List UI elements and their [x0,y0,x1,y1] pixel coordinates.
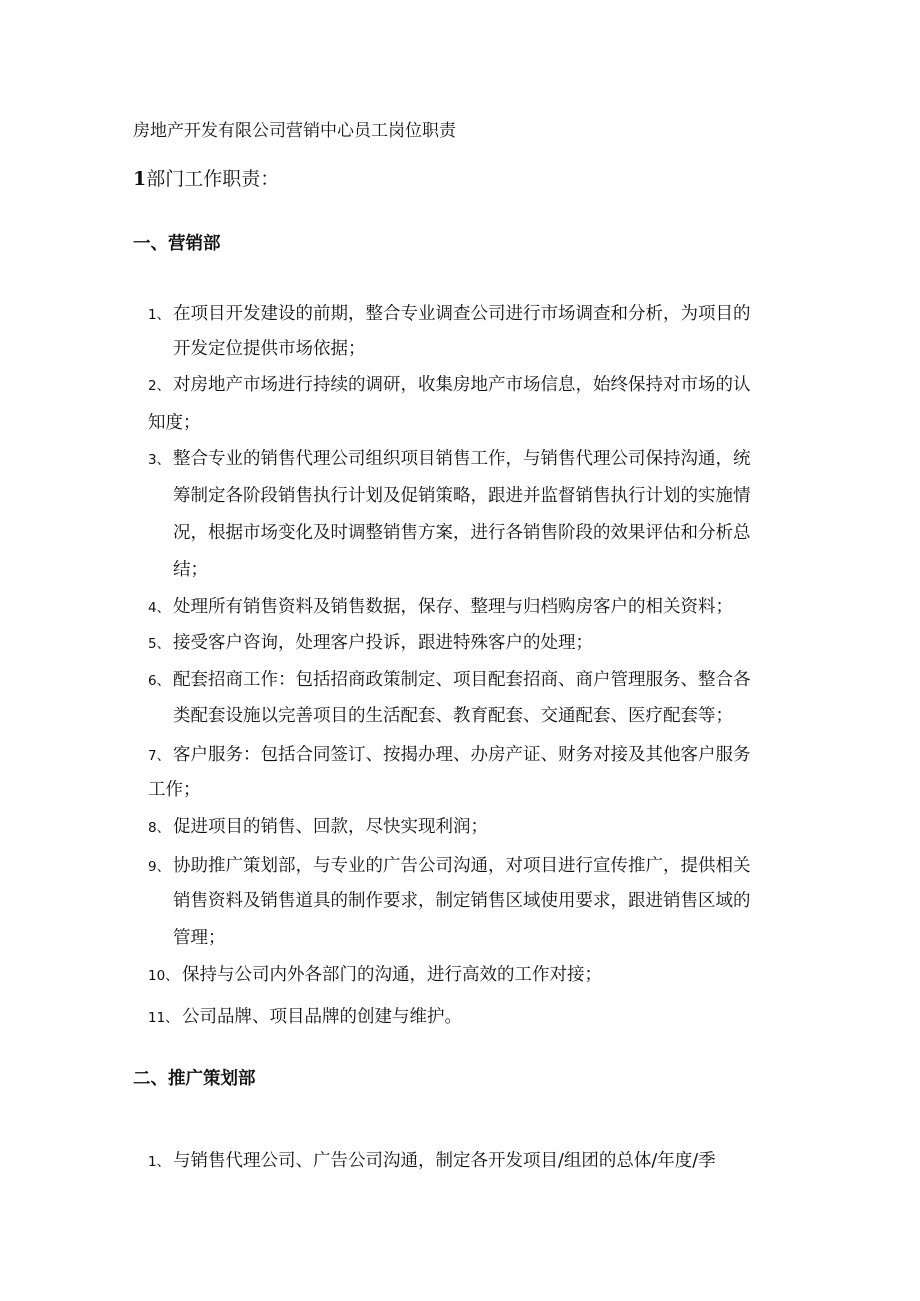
section-heading: 二、推广策划部 [133,1069,256,1089]
list-item-line [173,482,751,507]
list-item-number: 5、 [148,636,171,652]
list-item-line [148,445,751,470]
list-item-line [148,852,751,877]
list-item-line [173,924,226,949]
list-item-number: 8、 [148,820,171,836]
list-item-line [173,335,366,360]
list-item-text: 销售资料及销售道具的制作要求，制定销售区域使用要求，跟进销售区域的 [173,891,751,911]
list-item-text: 知度； [148,413,201,433]
list-item-line [173,556,208,581]
list-item-line [148,629,593,654]
section-heading: 一、营销部 [133,234,221,254]
list-item-line [148,1003,462,1028]
list-item-number: 7、 [148,748,171,764]
list-item-line [173,519,751,544]
list-item-text: 类配套设施以完善项目的生活配套、教育配套、交通配套、医疗配套等； [173,706,733,726]
list-item-line [148,741,751,766]
list-item-line [148,409,201,434]
document-title: 房地产开发有限公司营销中心员工岗位职责 [133,121,456,141]
list-item-line [173,702,733,727]
list-item-text: 结； [173,560,208,580]
list-item-text: 配套招商工作：包括招商政策制定、项目配套招商、商户管理服务、整合各 [173,670,751,690]
list-item-text: 整合专业的销售代理公司组织项目销售工作，与销售代理公司保持沟通，统 [173,449,751,469]
list-item-line [148,813,488,838]
list-item-text: 开发定位提供市场依据； [173,339,366,359]
list-item-number: 1、 [148,307,171,323]
list-item-line [148,371,751,396]
list-item-text: 公司品牌、项目品牌的创建与维护。 [182,1007,462,1027]
list-item-text: 保持与公司内外各部门的沟通，进行高效的工作对接； [182,965,602,985]
list-item-text: 客户服务：包括合同签订、按揭办理、办房产证、财务对接及其他客户服务 [173,745,751,765]
list-item-line [148,776,201,801]
list-item-text: 况，根据市场变化及时调整销售方案，进行各销售阶段的效果评估和分析总 [173,523,751,543]
list-item-number: 1、 [148,1154,171,1170]
list-item-text: 筹制定各阶段销售执行计划及促销策略，跟进并监督销售执行计划的实施情 [173,486,751,506]
list-item-text: 对房地产市场进行持续的调研，收集房地产市场信息，始终保持对市场的认 [173,375,751,395]
list-item-text: 促进项目的销售、回款，尽快实现利润； [173,817,488,837]
list-item-number: 2、 [148,378,171,394]
list-item-text: 与销售代理公司、广告公司沟通，制定各开发项目/组团的总体/年度/季 [173,1151,716,1171]
subheading-text: 部门工作职责： [146,168,280,190]
list-item-text: 处理所有销售资料及销售数据，保存、整理与归档购房客户的相关资料； [173,597,733,617]
subheading-number: 1 [133,168,147,190]
list-item-line [148,300,751,325]
list-item-number: 6、 [148,673,171,689]
list-item-line [148,961,602,986]
list-item-text: 管理； [173,928,226,948]
list-item-line [173,887,751,912]
list-item-line [148,666,751,691]
list-item-number: 4、 [148,600,171,616]
list-item-text: 协助推广策划部，与专业的广告公司沟通，对项目进行宣传推广，提供相关 [173,856,751,876]
list-item-text: 接受客户咨询，处理客户投诉，跟进特殊客户的处理； [173,633,593,653]
list-item-line [148,1147,716,1172]
list-item-number: 3、 [148,452,171,468]
list-item-text: 在项目开发建设的前期，整合专业调查公司进行市场调查和分析，为项目的 [173,304,751,324]
list-item-number: 10、 [148,968,179,984]
subheading [133,164,279,191]
list-item-number: 9、 [148,859,171,875]
list-item-text: 工作； [148,780,201,800]
list-item-line [148,593,733,618]
list-item-number: 11、 [148,1010,179,1026]
